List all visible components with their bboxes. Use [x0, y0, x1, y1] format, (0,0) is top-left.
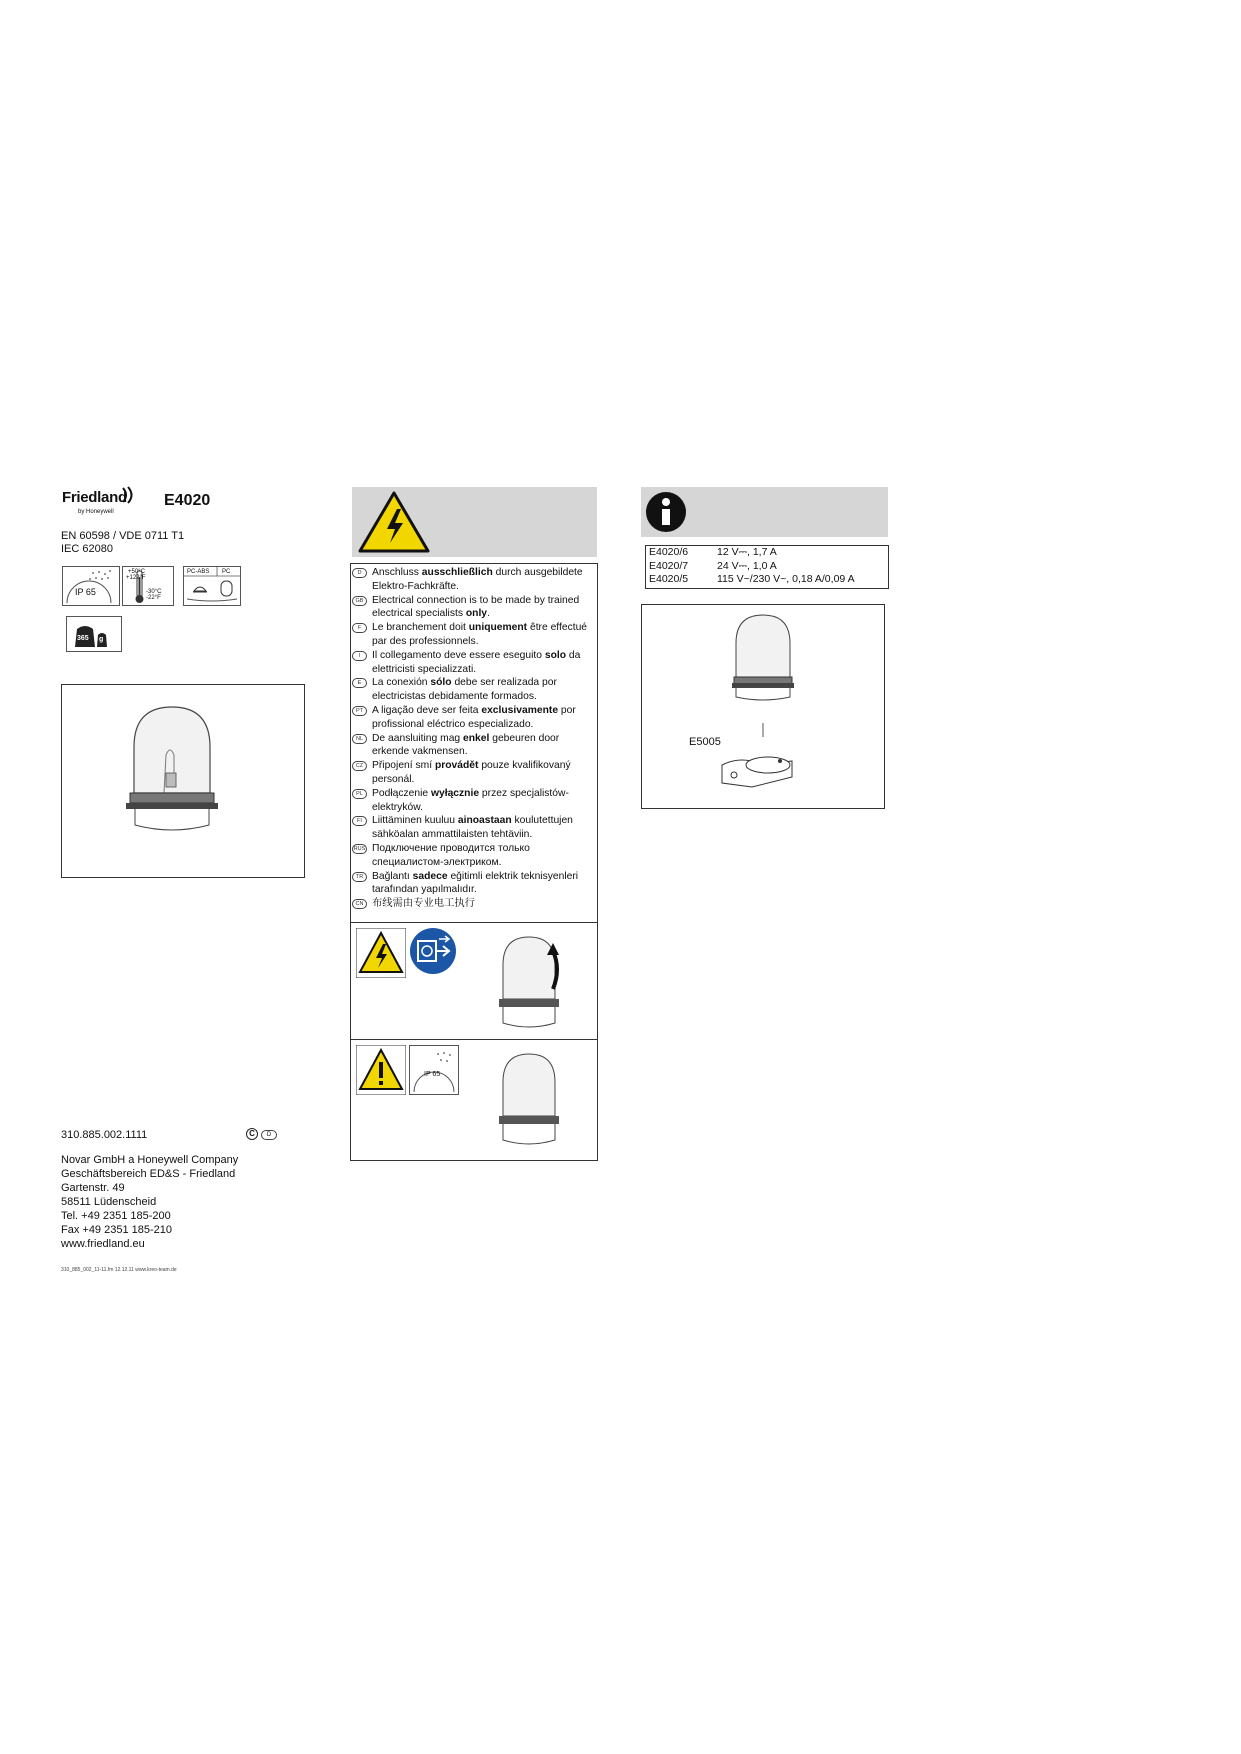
language-badge: PL: [352, 789, 367, 799]
info-header: [641, 487, 888, 537]
list-item: [352, 787, 598, 815]
info-icon: [645, 491, 687, 533]
warning-text: Připojení smí provádět pouze kvalifikovaný personál.: [372, 760, 571, 785]
list-item: [352, 759, 598, 787]
warning-text: Liittäminen kuuluu ainoastaan koulutettujen sähköalan ammattilaisten tehtäviin.: [372, 815, 573, 841]
warning-text: Podłączenie wyłącznie przez specjalistów-elektryków.: [372, 787, 569, 813]
warning-text: Electrical connection is to be made by trained electrical specialists only.: [372, 594, 580, 620]
list-item: [352, 870, 598, 898]
language-badge: TR: [352, 872, 367, 882]
language-badge: GB: [352, 596, 367, 606]
dome-removal-illustration: [491, 929, 573, 1037]
list-item: [352, 566, 598, 594]
language-badge: I: [352, 651, 367, 661]
warning-text: A ligação deve ser feita exclusivamente por profissional eléctrico especializado.: [372, 704, 576, 730]
list-item: [352, 594, 598, 622]
language-badge: FI: [352, 816, 367, 826]
list-item: [352, 676, 598, 704]
ip-warning-panel: [350, 1039, 598, 1161]
footer-reference: 310_885_002_11-11.fm 12.12.11 www.kreo-team.de: [61, 1267, 177, 1273]
language-mark: D: [261, 1130, 277, 1140]
language-badge: D: [352, 568, 367, 578]
warning-text: La conexión sólo debe ser realizada por electricistas debidamente formados.: [372, 677, 557, 703]
disconnect-panel: [350, 922, 598, 1042]
list-item: [352, 704, 598, 732]
list-item: [352, 732, 598, 760]
brand-name: Friedland: [62, 489, 127, 506]
electrical-hazard-icon: [357, 489, 431, 555]
warning-text: Подключение проводится только специалистом-электриком.: [372, 842, 530, 868]
copyright-mark: C: [246, 1128, 258, 1140]
language-badge: F: [352, 623, 367, 633]
language-badge: E: [352, 678, 367, 688]
weight-icon: [66, 616, 122, 652]
temperature-icon: +50°C +122°F -30°C -22°F: [122, 566, 174, 606]
language-badge: NL: [352, 734, 367, 744]
accessory-illustration: [641, 604, 885, 809]
sealed-dome-illustration: [493, 1046, 573, 1154]
list-item: [352, 814, 598, 842]
language-badge: PT: [352, 706, 367, 716]
list-item: [352, 842, 598, 870]
table-row: E4020/7 24 V⎓, 1,0 A: [649, 559, 777, 572]
model-number: E4020: [164, 492, 211, 509]
weight-unit: g: [99, 636, 104, 643]
list-item: [352, 897, 598, 915]
warning-text: De aansluiting mag enkel gebeuren door erkende vakmensen.: [372, 732, 560, 758]
table-row: E4020/5 115 V~/230 V~, 0,18 A/0,09 A: [649, 573, 855, 585]
warning-text: Anschluss ausschließlich durch ausgebildete Elektro-Fachkräfte.: [372, 567, 583, 592]
accessory-label: E5005: [689, 736, 721, 748]
standard-line-2: IEC 62080: [61, 543, 113, 555]
product-illustration: [61, 684, 305, 878]
brand-subtitle: by Honeywell: [78, 509, 114, 515]
warning-text: Bağlantı sadece eğitimli elektrik teknisyenleri tarafından yapılmalıdır.: [372, 870, 579, 896]
list-item: [352, 621, 598, 649]
language-badge: RUS: [353, 845, 366, 852]
warning-text: Il collegamento deve essere eseguito solo da elettricisti specializzati.: [372, 649, 581, 675]
document-number: 310.885.002.1111: [61, 1129, 148, 1141]
material-icon: PC-ABS PC: [183, 566, 241, 606]
table-row: E4020/6 12 V⎓, 1,7 A: [649, 546, 777, 558]
brand-logo-icon: [120, 486, 136, 504]
language-badge: CN: [352, 899, 367, 909]
warning-text: 布线需由专业电工执行: [372, 898, 475, 910]
list-item: [352, 649, 598, 677]
ip-rating-small-icon: IP 65: [409, 1045, 459, 1095]
standard-line-1: EN 60598 / VDE 0711 T1: [61, 530, 185, 542]
company-address: Novar GmbH a Honeywell Company Geschäftsbereich ED&S - Friedland Gartenstr. 49 58511 Lüdenscheid Tel. +49 2351 185-200 Fax +49 2351 185-210 www.friedland.eu: [61, 1154, 239, 1250]
language-badge: CZ: [352, 761, 367, 771]
disconnect-power-icon: [409, 927, 457, 975]
website-link[interactable]: www.friedland.eu: [61, 1238, 145, 1250]
caution-icon: [356, 1045, 406, 1095]
weight-value: 365: [77, 635, 89, 642]
ip-label: IP 65: [75, 587, 96, 597]
ip-rating-icon: [62, 566, 120, 606]
spec-table: [645, 545, 889, 589]
warning-text: Le branchement doit uniquement être effectué par des professionnels.: [372, 622, 588, 647]
warning-list: [352, 566, 598, 915]
electrical-hazard-small-icon: [356, 928, 406, 978]
warning-header: [352, 487, 597, 557]
